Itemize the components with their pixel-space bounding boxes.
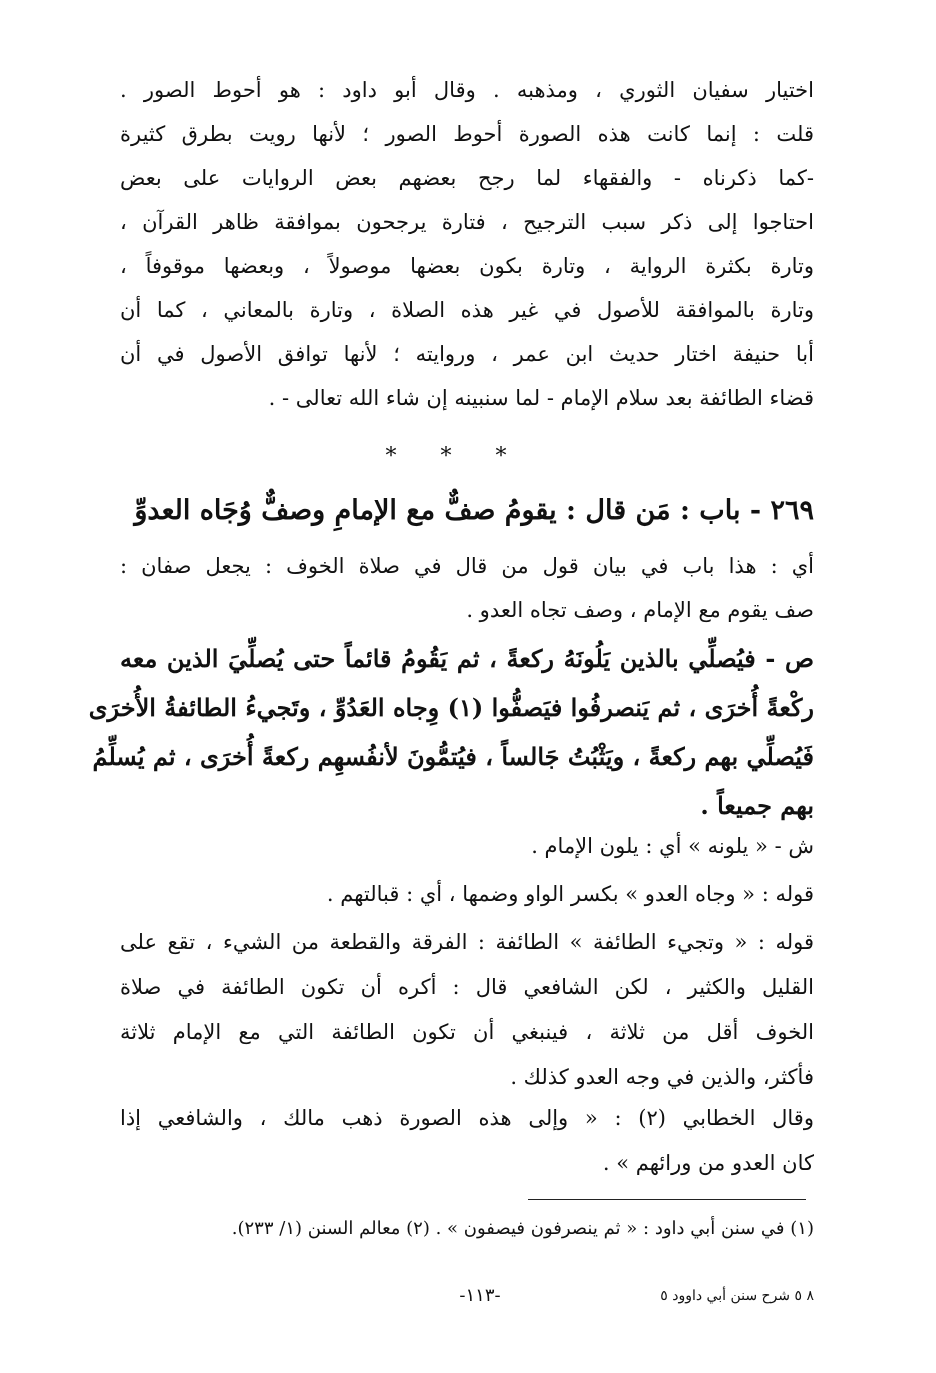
commentary-khattabi (120, 1096, 814, 1186)
commentary-line: فأكثر، والذين في وجه العدو كذلك . (510, 1065, 814, 1089)
intro-line: قضاء الطائفة بعد سلام الإمام - لما سنبينه إن شاء الله تعالى - . (268, 386, 814, 410)
intro-line: وتارة بكثرة الرواية ، وتارة بكون بعضها موصولاً ، وبعضها موقوفاً ، (120, 254, 814, 278)
explanation-line: صف يقوم مع الإمام ، وصف تجاه العدو . (466, 598, 814, 622)
commentary-line: كان العدو من ورائهم » . (602, 1151, 814, 1175)
hadith-line: فَيُصلِّي بهم ركعةً ، ويَثْبُتُ جَالساً ، فيُتمُّونَ لأنفُسهِم ركعةً أُخرَى ، ثم يُسلِّمُ (92, 742, 814, 771)
footnote-separator (528, 1199, 806, 1200)
hadith-line: ص - فيُصلِّي بالذين يَلُونَهُ ركعةً ، ثم يَقُومُ قائماً حتى يُصلِّيَ الذين معه (120, 644, 815, 673)
explanation-line: أي : هذا باب في بيان قول من قال في صلاة الخوف : يجعل صفان : (120, 554, 814, 578)
commentary-line: قوله : « وجاه العدو » بكسر الواو وضمها ، أي : قبالتهم . (326, 882, 814, 906)
intro-line: وتارة بالموافقة للأصول في غير هذه الصلاة ، وتارة بالمعاني ، كما أن (120, 298, 814, 322)
chapter-heading: ٢٦٩ - باب : مَن قال : يقومُ صفٌّ مع الإمامِ وصفٌّ وُجَاه العدوِّ (134, 495, 814, 526)
commentary-line: ش - « يلونه » أي : يلون الإمام . (531, 834, 814, 858)
intro-line: -كما ذكرناه - والفقهاء لما رجح بعضهم بعض الروايات على بعض (120, 166, 814, 190)
commentary-sh (120, 824, 814, 869)
commentary-wijah (120, 872, 814, 917)
chapter-explanation (120, 544, 814, 632)
star-ornament: * (440, 444, 496, 469)
intro-line: قلت : إنما كانت هذه الصورة أحوط الصور ؛ لأنها رويت بطرق كثيرة (120, 122, 814, 146)
intro-line: أبا حنيفة اختار حديث ابن عمر ، وروايته ؛ لأنها توافق الأصول في أن (120, 342, 814, 366)
star-ornament: * (385, 444, 441, 469)
commentary-taifa (120, 920, 814, 1100)
commentary-line: الخوف أقل من ثلاثة ، فينبغي أن تكون الطائفة التي مع الإمام ثلاثة (120, 1020, 814, 1044)
page-number: -١١٣- (459, 1285, 501, 1306)
printer-signature: ٨ ٥ شرح سنن أبي داوود ٥ (660, 1288, 814, 1304)
hadith-line: بهم جميعاً . (700, 791, 814, 820)
star-ornament: * (495, 444, 551, 469)
commentary-line: قوله : « وتجيء الطائفة » الطائفة : الفرقة والقطعة من الشيء ، تقع على (120, 930, 814, 954)
section-divider-stars (0, 444, 936, 469)
commentary-line: القليل والكثير ، لكن الشافعي قال : أكره أن تكون الطائفة في صلاة (120, 975, 814, 999)
intro-paragraph (120, 68, 814, 420)
footnotes: (١) في سنن أبي داود : « ثم ينصرفون فيصفون » . (٢) معالم السنن (١/ ٢٣٣). (231, 1218, 814, 1239)
hadith-line: ركْعةً أُخرَى ، ثم يَنصرفُوا فيَصفُّوا (١) وِجاه العَدُوِّ ، وتَجيءُ الطائفةُ الأُخرَى (88, 693, 814, 722)
intro-line: احتاجوا إلى ذكر سبب الترجيح ، فتارة يرجحون بموافقة ظاهر القرآن ، (120, 210, 814, 234)
commentary-line: وقال الخطابي (٢) : « وإلى هذه الصورة ذهب مالك ، والشافعي إذا (120, 1106, 814, 1130)
hadith-text (88, 634, 815, 830)
intro-line: اختيار سفيان الثوري ، ومذهبه . وقال أبو داود : هو أحوط الصور . (120, 78, 814, 102)
